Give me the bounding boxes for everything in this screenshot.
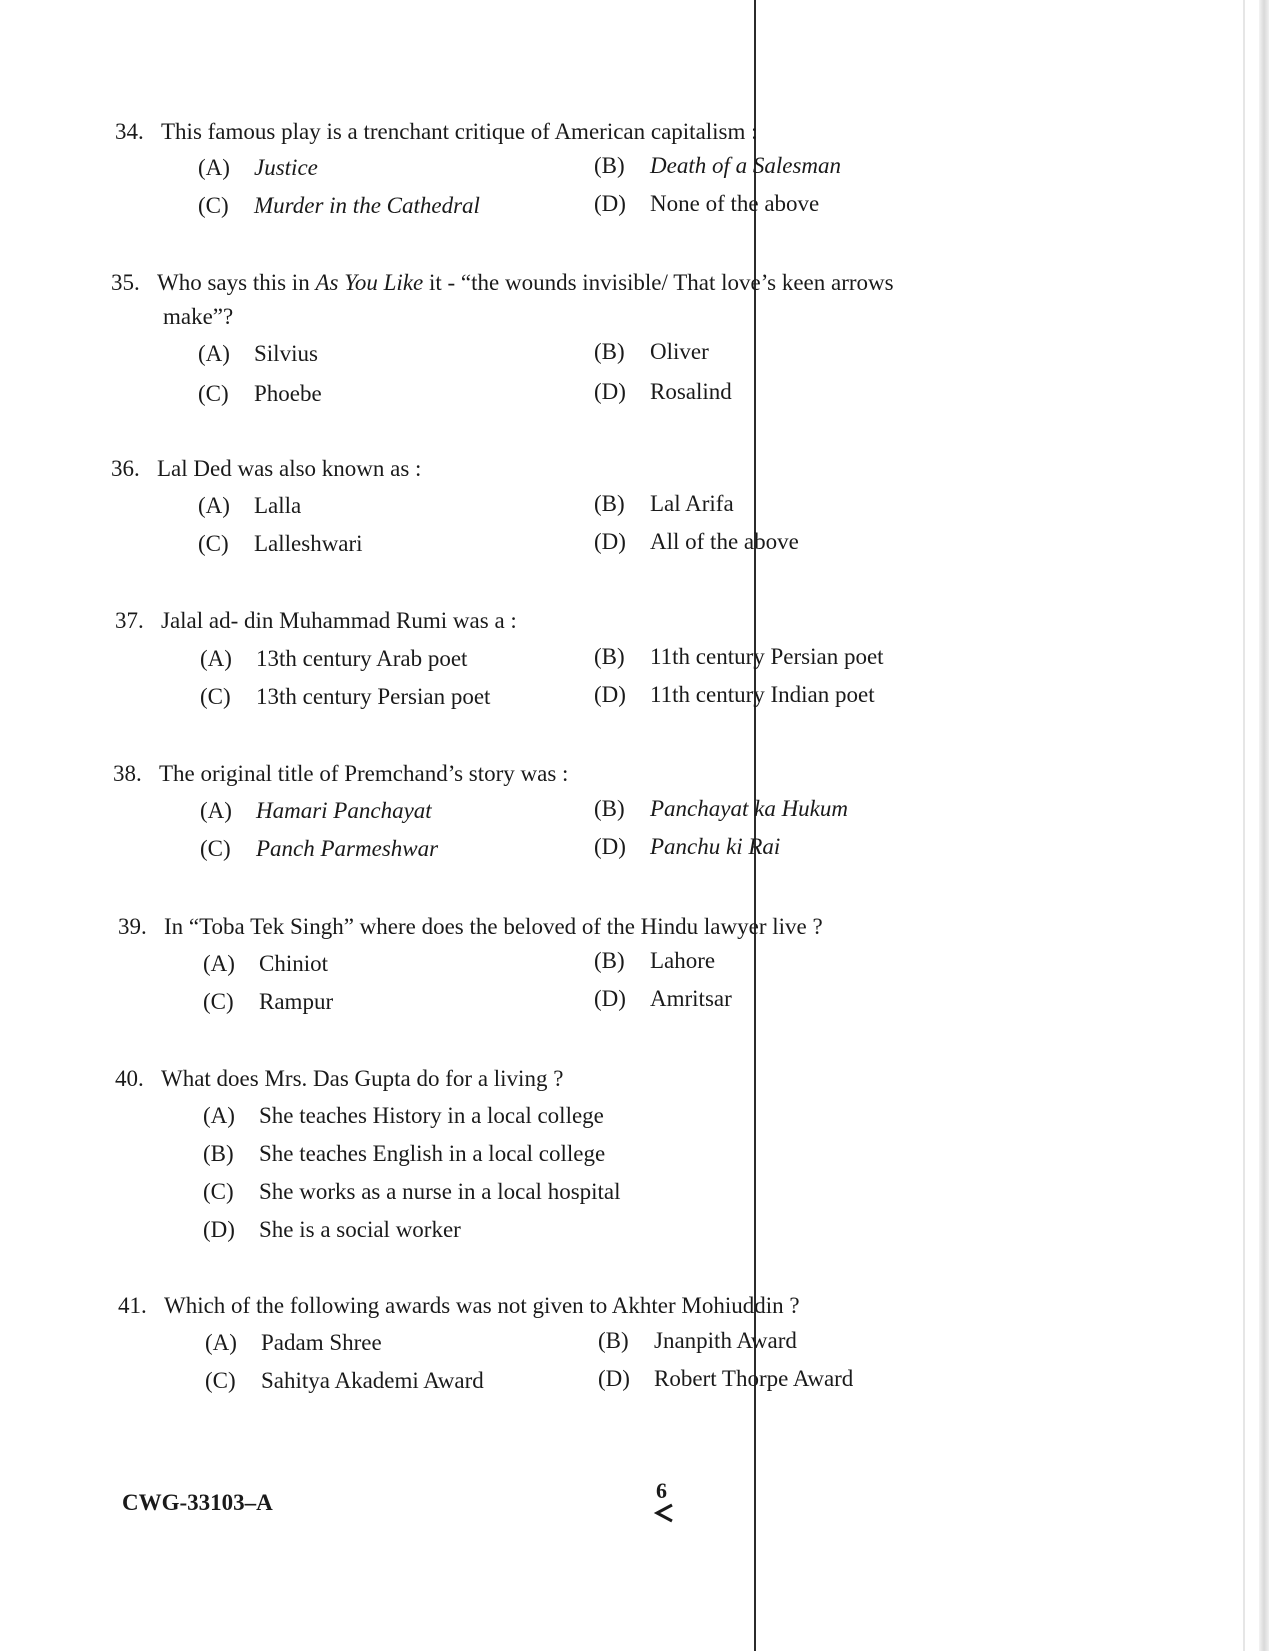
option-a[interactable]: (A) Padam Shree [205, 1330, 382, 1355]
option-c[interactable]: (C) She works as a nurse in a local hospital [203, 1179, 621, 1204]
page-fold-line [754, 0, 756, 1651]
question-text-line2: make”? [163, 304, 234, 329]
option-d[interactable]: (D) None of the above [594, 191, 820, 216]
option-d[interactable]: (D) She is a social worker [203, 1217, 461, 1242]
question-text: 37. Jalal ad- din Muhammad Rumi was a : [115, 608, 517, 633]
question-text: 36. Lal Ded was also known as : [111, 456, 422, 481]
option-b[interactable]: (B) Death of a Salesman [594, 153, 842, 178]
option-d[interactable]: (D) All of the above [594, 529, 799, 554]
option-a[interactable]: (A) Lalla [198, 493, 302, 518]
option-a[interactable]: (A) Chiniot [203, 951, 329, 976]
question-text: 34. This famous play is a trenchant critique of American capitalism : [115, 119, 758, 144]
option-c[interactable]: (C) Panch Parmeshwar [200, 836, 439, 861]
arrow-left-icon [652, 1502, 676, 1524]
option-b[interactable]: (B) Lal Arifa [594, 491, 734, 516]
option-b[interactable]: (B) She teaches English in a local college [203, 1141, 606, 1166]
option-b[interactable]: (B) Oliver [594, 339, 709, 364]
option-b[interactable]: (B) Jnanpith Award [598, 1328, 797, 1353]
question-text: 39. In “Toba Tek Singh” where does the beloved of the Hindu lawyer live ? [118, 914, 823, 939]
question-text: 41. Which of the following awards was not given to Akhter Mohiuddin ? [118, 1293, 800, 1318]
option-b[interactable]: (B) 11th century Persian poet [594, 644, 884, 669]
option-a[interactable]: (A) She teaches History in a local college [203, 1103, 604, 1128]
option-b[interactable]: (B) Panchayat ka Hukum [594, 796, 848, 821]
question-text: 40. What does Mrs. Das Gupta do for a living ? [115, 1066, 564, 1091]
option-d[interactable]: (D) Panchu ki Rai [594, 834, 781, 859]
page-number: 6 [656, 1478, 667, 1503]
option-d[interactable]: (D) 11th century Indian poet [594, 682, 875, 707]
question-text: 38. The original title of Premchand’s story was : [113, 761, 569, 786]
option-c[interactable]: (C) Phoebe [198, 381, 322, 406]
option-c[interactable]: (C) 13th century Persian poet [200, 684, 491, 709]
page-edge-line [1243, 0, 1245, 1651]
option-d[interactable]: (D) Rosalind [594, 379, 732, 404]
option-a[interactable]: (A) Silvius [198, 341, 318, 366]
option-a[interactable]: (A) Justice [198, 155, 318, 180]
option-d[interactable]: (D) Amritsar [594, 986, 732, 1011]
option-c[interactable]: (C) Lalleshwari [198, 531, 363, 556]
option-a[interactable]: (A) 13th century Arab poet [200, 646, 468, 671]
option-c[interactable]: (C) Sahitya Akademi Award [205, 1368, 484, 1393]
option-d[interactable]: (D) Robert Thorpe Award [598, 1366, 854, 1391]
option-c[interactable]: (C) Rampur [203, 989, 334, 1014]
option-a[interactable]: (A) Hamari Panchayat [200, 798, 432, 823]
option-c[interactable]: (C) Murder in the Cathedral [198, 193, 480, 218]
option-b[interactable]: (B) Lahore [594, 948, 716, 973]
question-text: 35. Who says this in As You Like it - “the wounds invisible/ That love’s keen arrows [111, 270, 894, 295]
paper-code: CWG-33103–A [122, 1490, 273, 1515]
page-edge-shadow [1259, 0, 1269, 1651]
